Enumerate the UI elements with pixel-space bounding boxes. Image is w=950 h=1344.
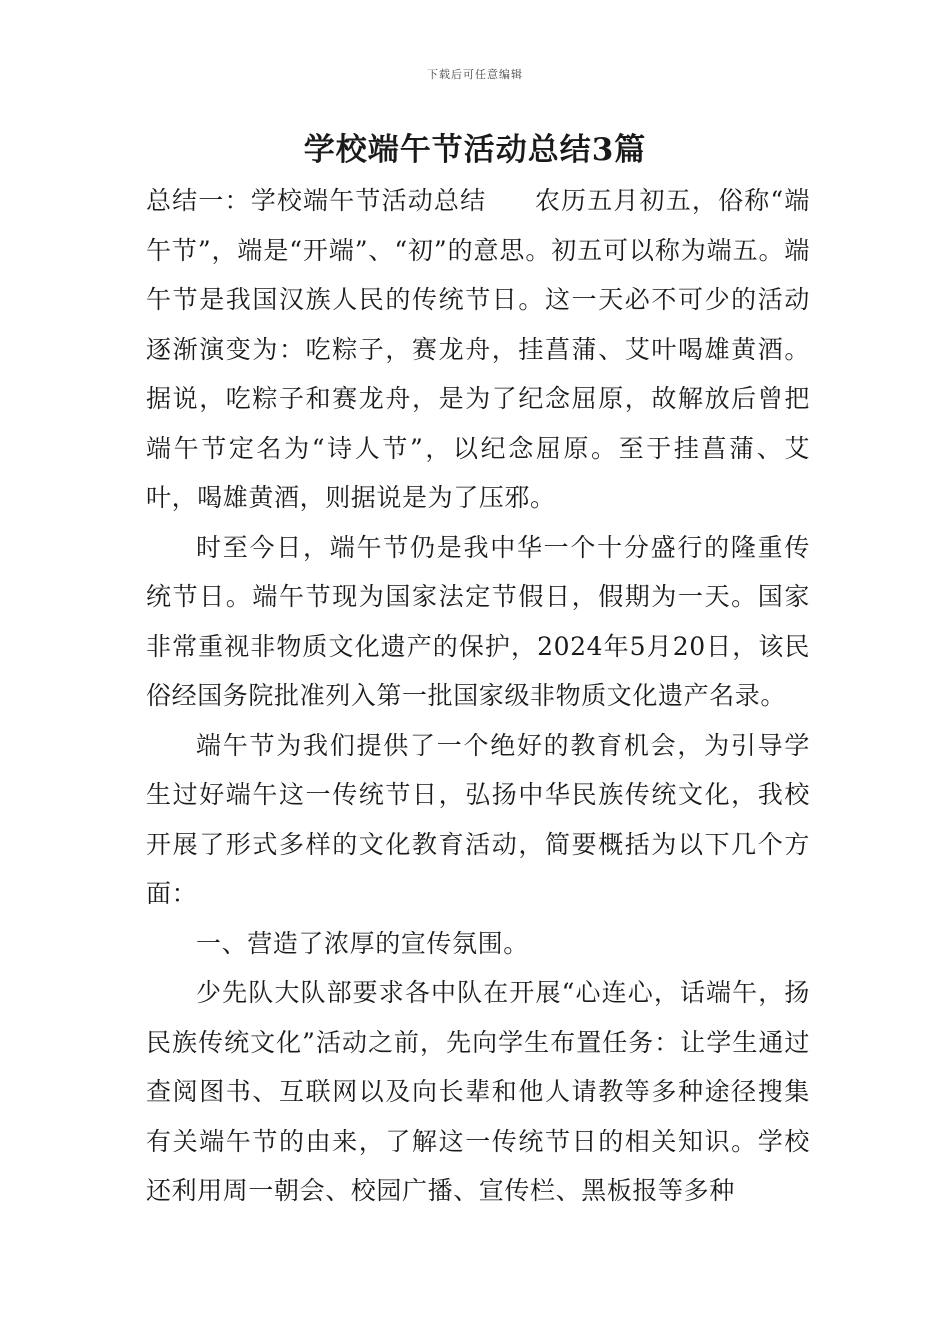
document-title: 学校端午节活动总结3篇 — [303, 132, 647, 168]
paragraph-2: 端午节为我们提供了一个绝好的教育机会，为引导学生过好端午这一传统节日，弘扬中华民族传统文化，我校开展了形式多样的文化教育活动，简要概括为以下几个方面： — [146, 730, 810, 908]
page-header-note: 下载后可任意编辑 — [427, 68, 523, 81]
intro-text: 农历五月初五，俗称“端午节”，端是“开端”、“初”的意思。初五可以称为端五。端午节是我国汉族人民的传统节日。这一天必不可少的活动逐渐演变为：吃粽子，赛龙舟，挂菖蒲、艾叶喝雄黄酒。据说，吃粽子和赛龙舟，是为了纪念屈原，故解放后曾把端午节定名为“诗人节”，以纪念屈原。至于挂菖蒲、艾叶，喝雄黄酒，则据说是为了压邪。 — [146, 186, 810, 512]
section-heading: 总结一：学校端午节活动总结 — [146, 186, 487, 215]
intro-paragraph — [146, 176, 810, 523]
section-heading-1: 一、营造了浓厚的宣传氛围。 — [196, 928, 529, 958]
paragraph-3: 少先队大队部要求各中队在开展“心连心，话端午，扬民族传统文化”活动之前，先向学生布置任务：让学生通过查阅图书、互联网以及向长辈和他人请教等多种途径搜集有关端午节的由来，了解这一传统节日的相关知识。学校还利用周一朝会、校园广播、宣传栏、黑板报等多种 — [146, 978, 810, 1205]
document-body — [146, 176, 810, 1216]
paragraph-1: 时至今日，端午节仍是我中华一个十分盛行的隆重传统节日。端午节现为国家法定节假日，假期为一天。国家非常重视非物质文化遗产的保护，2024年5月20日，该民俗经国务院批准列入第一批国家级非物质文化遗产名录。 — [146, 532, 810, 710]
